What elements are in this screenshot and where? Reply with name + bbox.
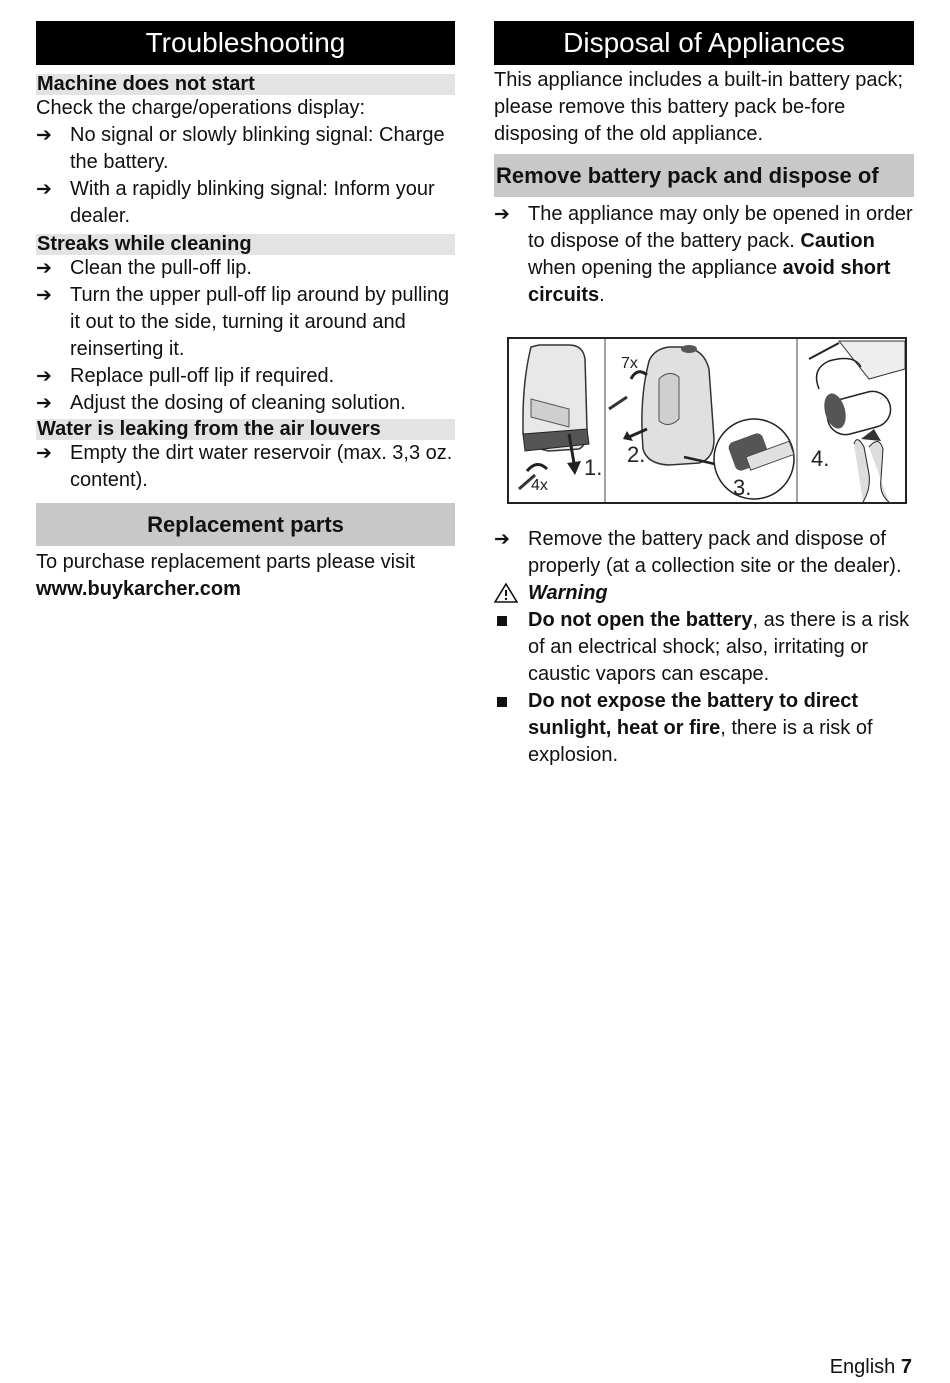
warning-bullet: Do not open the battery, as there is a risk of an electrical shock; also, irritating or caustic vapors can escape.	[494, 607, 914, 688]
remove-battery-subtitle: Remove battery pack and dispose of	[494, 154, 914, 197]
subheading-water-leaking: Water is leaking from the air louvers	[36, 419, 455, 440]
label-7x: 7x	[621, 355, 638, 372]
paragraph-check-display: Check the charge/operations display:	[36, 97, 366, 119]
list-item: ➔ With a rapidly blinking signal: Inform your dealer.	[36, 178, 435, 227]
replacement-url-link[interactable]: www.buykarcher.com	[36, 578, 241, 600]
list-item: ➔ No signal or slowly blinking signal: Charge the battery.	[36, 124, 445, 173]
page-footer	[830, 1356, 912, 1379]
troubleshooting-column	[36, 21, 455, 603]
list-item: ➔ The appliance may only be opened in order to dispose of the battery pack. Caution when opening the appliance avoid short circuits.	[494, 203, 913, 306]
disposal-column	[494, 21, 914, 769]
replacement-parts-title: Replacement parts	[36, 503, 455, 546]
warning-bullet: Do not expose the battery to direct sunlight, heat or fire, there is a risk of explosion.	[494, 688, 914, 769]
arrow-right-icon: ➔	[36, 125, 52, 146]
arrow-right-icon: ➔	[36, 393, 52, 414]
battery-removal-illustration	[509, 339, 905, 502]
arrow-right-icon: ➔	[494, 529, 510, 550]
arrow-right-icon: ➔	[36, 258, 52, 279]
disposal-intro: This appliance includes a built-in battery pack; please remove this battery pack be-fore disposing of the old appliance.	[494, 69, 904, 145]
arrow-right-icon: ➔	[36, 443, 52, 464]
square-bullet-icon	[497, 697, 507, 707]
arrow-right-icon: ➔	[36, 285, 52, 306]
step-4-label: 4.	[811, 446, 830, 471]
step-3-label: 3.	[733, 475, 752, 500]
warning-heading: Warning	[494, 580, 914, 607]
subheading-machine-does-not-start: Machine does not start	[36, 74, 455, 95]
replacement-text: To purchase replacement parts please visit	[36, 551, 416, 573]
label-4x: 4x	[531, 477, 548, 494]
troubleshooting-title: Troubleshooting	[36, 21, 455, 65]
list-item: ➔ Empty the dirt water reservoir (max. 3,3 oz. content).	[36, 442, 453, 491]
step-2-label: 2.	[627, 442, 646, 467]
arrow-right-icon: ➔	[36, 179, 52, 200]
arrow-right-icon: ➔	[36, 366, 52, 387]
step-1-label: 1.	[584, 455, 603, 480]
list-item: ➔ Turn the upper pull-off lip around by pulling it out to the side, turning it around and reinserting it.	[36, 284, 450, 360]
list-item: ➔ Adjust the dosing of cleaning solution.	[36, 390, 455, 417]
arrow-right-icon: ➔	[494, 204, 510, 225]
list-item: ➔ Remove the battery pack and dispose of properly (at a collection site or the dealer).	[494, 528, 902, 577]
list-item: ➔ Clean the pull-off lip.	[36, 255, 455, 282]
subheading-streaks: Streaks while cleaning	[36, 234, 455, 255]
square-bullet-icon	[497, 616, 507, 626]
battery-removal-figure	[507, 337, 907, 504]
page-number: 7	[900, 1356, 912, 1378]
list-item: ➔ Replace pull-off lip if required.	[36, 363, 455, 390]
footer-language: English	[829, 1356, 896, 1378]
disposal-title: Disposal of Appliances	[494, 21, 914, 65]
